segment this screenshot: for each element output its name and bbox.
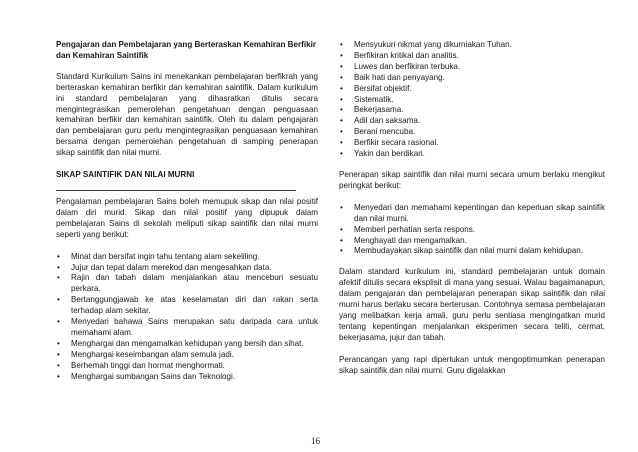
list-item-text: Memberi perhatian serta respons. — [354, 224, 476, 234]
list-item — [56, 361, 318, 372]
list-item-text: Menghayati dan mengamalkan. — [354, 235, 467, 245]
list-item-text: Minat dan bersifat ingin tahu tentang alam sekeliling. — [71, 251, 260, 261]
list-item — [339, 225, 605, 236]
list-item — [56, 263, 318, 274]
list-item — [339, 105, 605, 116]
list-item-text: Mensyukuri nikmat yang dikurniakan Tuhan. — [354, 40, 512, 49]
heading-underline — [56, 190, 296, 191]
list-item — [339, 40, 605, 51]
bullet-icon: • — [340, 61, 343, 71]
bullet-icon: • — [340, 138, 343, 148]
list-item-text: Bersifat objektif. — [354, 83, 412, 93]
paragraph-affective-domain: Dalam standard kurikulum ini, standard pembelajaran untuk domain afektif ditulis secara eksplisit di mana yang sesuai. Walau bagaimanapun, dalam pengajaran dan pembelajaran penerapan sikap saintifik dan nilai murni harus berlaku secara berterusan. Contohnya semasa pembelajaran yang melibatkan kerja amali, guru perlu sentiasa mengingatkan murid tentang kepentingan menjalankan eksperimen secara teliti, cermat, bekerjasama, jujur dan tabah. — [339, 267, 605, 342]
list-item-text: Bertanggungjawab ke atas keselamatan diri dan rakan serta terhadap alam sekitar. — [71, 295, 318, 316]
list-item — [56, 372, 318, 383]
bullet-icon: • — [57, 295, 60, 305]
bullet-icon: • — [340, 202, 343, 212]
paragraph-application-stages: Penerapan sikap saintifik dan nilai murni secara umum berlaku mengikut peringkat berikut: — [339, 169, 605, 190]
bullet-icon: • — [57, 338, 60, 348]
bullet-icon: • — [340, 116, 343, 126]
stages-list — [339, 203, 605, 258]
list-item — [339, 73, 605, 84]
bullet-icon: • — [57, 251, 60, 261]
left-column — [56, 40, 318, 392]
list-item-text: Berfikir secara rasional. — [354, 138, 439, 148]
list-item-text: Berfikiran kritikal dan analitis. — [354, 50, 459, 60]
list-item-text: Jujur dan tepat dalam merekod dan mengesahkan data. — [71, 262, 272, 272]
bullet-icon: • — [340, 149, 343, 159]
list-item — [339, 62, 605, 73]
bullet-icon: • — [340, 105, 343, 115]
list-item-text: Menghargai sumbangan Sains dan Teknologi. — [71, 371, 236, 381]
list-item-text: Sistematik. — [354, 94, 394, 104]
list-item-text: Luwes dan berfikiran terbuka. — [354, 61, 461, 71]
bullet-icon: • — [340, 94, 343, 104]
list-item — [56, 350, 318, 361]
list-item — [56, 295, 318, 317]
list-item — [56, 339, 318, 350]
page-number: 16 — [311, 436, 320, 446]
list-item — [339, 203, 605, 225]
list-item — [339, 51, 605, 62]
list-item — [339, 95, 605, 106]
list-item-text: Bekerjasama. — [354, 105, 404, 115]
bullet-icon: • — [57, 317, 60, 327]
bullet-icon: • — [57, 262, 60, 272]
list-item-text: Menghargai dan mengamalkan kehidupan yang bersih dan sihat. — [71, 338, 304, 348]
list-item — [56, 273, 318, 295]
bullet-icon: • — [340, 72, 343, 82]
list-item — [339, 84, 605, 95]
list-item — [56, 252, 318, 263]
paragraph-planning: Perancangan yang rapi diperlukan untuk mengoptimumkan penerapan sikap saintifik dan nilai murni. Guru digalakkan — [339, 354, 605, 375]
list-item-text: Adil dan saksama. — [354, 116, 421, 126]
bullet-icon: • — [340, 224, 343, 234]
bullet-icon: • — [57, 360, 60, 370]
list-item — [339, 138, 605, 149]
list-item-text: Baik hati dan penyayang. — [354, 72, 445, 82]
list-item-text: Berhemah tinggi dan hormat menghormati. — [71, 360, 225, 370]
bullet-icon: • — [340, 127, 343, 137]
values-list-right — [339, 40, 605, 160]
list-item — [339, 236, 605, 247]
bullet-icon: • — [57, 371, 60, 381]
bullet-icon: • — [57, 273, 60, 283]
section-heading-scientific-attitudes: SIKAP SAINTIFIK DAN NILAI MURNI — [56, 170, 195, 180]
list-item-text: Menghargai keseimbangan alam semula jadi. — [71, 349, 234, 359]
list-item — [56, 317, 318, 339]
list-item-text: Berani mencuba. — [354, 127, 416, 137]
bullet-icon: • — [340, 246, 343, 256]
list-item — [339, 116, 605, 127]
list-item-text: Menyedari bahawa Sains merupakan satu daripada cara untuk memahami alam. — [71, 317, 318, 337]
right-column — [339, 40, 605, 387]
paragraph-curriculum-standard: Standard Kurikulum Sains ini menekankan pembelajaran berfikrah yang berteraskan kemahiran berfikir dan kemahiran saintifik. Dalam kurikulum ini standard pembelajaran yang dihasratkan ditulis secara mengintegrasikan pemerolehan pengetahuan dengan penguasaan kemahiran berfikir dan kemahiran saintifik. Oleh itu dalam pengajaran dan pembelajaran guru perlu mengintegrasikan penguasaan kemahiran bersama dengan pemerolehan pengetahuan di samping penerapan sikap saintifik dan nilai murni. — [56, 71, 318, 158]
list-item-text: Membudayakan sikap saintifik dan nilai murni dalam kehidupan. — [354, 246, 584, 256]
list-item-text: Menyedari dan memahami kepentingan dan keperluan sikap saintifik dan nilai murni. — [354, 202, 605, 223]
list-item — [339, 127, 605, 138]
bullet-icon: • — [340, 83, 343, 93]
bullet-icon: • — [340, 50, 343, 60]
bullet-icon: • — [340, 40, 343, 49]
bullet-icon: • — [57, 349, 60, 359]
bullet-icon: • — [340, 235, 343, 245]
list-item — [339, 149, 605, 160]
list-item — [339, 246, 605, 257]
values-list-left — [56, 252, 318, 383]
paragraph-learning-experience: Pengalaman pembelajaran Sains boleh memupuk sikap dan nilai positif dalam diri murid. Sikap dan nilai positif yang dipupuk dalam pembelajaran Sains di sekolah meliputi sikap saintifik dan nilai murni seperti yang berikut: — [56, 196, 318, 239]
section-heading-thinking-skills: Pengajaran dan Pembelajaran yang Berteraskan Kemahiran Berfikir dan Kemahiran Saintifik — [56, 40, 317, 60]
list-item-text: Yakin dan berdikari. — [354, 149, 425, 159]
list-item-text: Rajin dan tabah dalam menjalankan atau menceburi sesuatu perkara. — [71, 273, 318, 294]
